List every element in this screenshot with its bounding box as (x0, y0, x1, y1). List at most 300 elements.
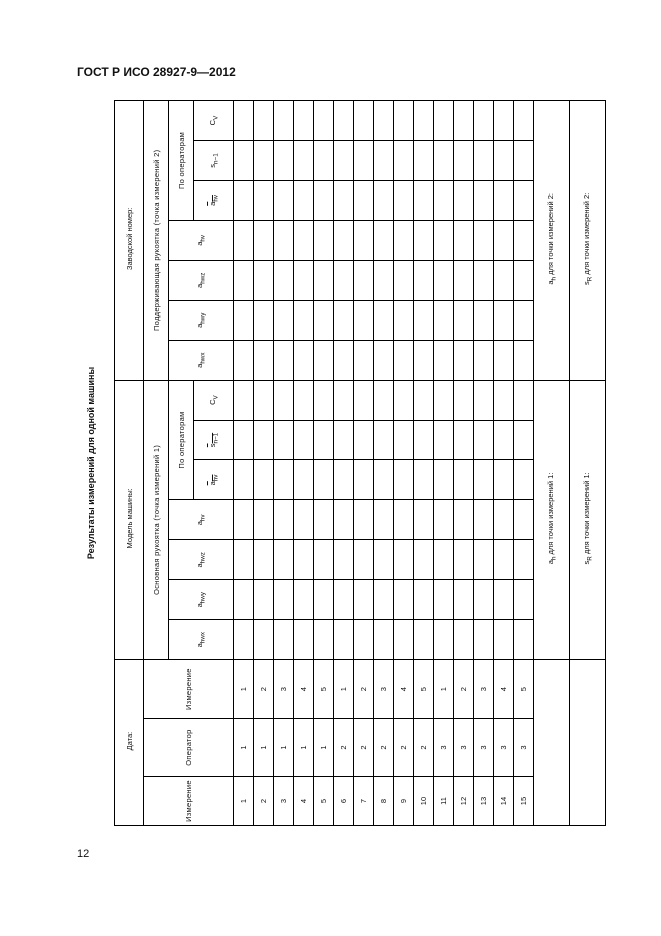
row-operator: 3 (514, 719, 534, 777)
value-cell (254, 300, 274, 340)
row-measurement-number: 5 (314, 660, 334, 719)
value-cell (374, 380, 394, 420)
value-cell (274, 580, 294, 620)
value-cell (274, 141, 294, 181)
table-title: Результаты измерений для одной машины (86, 366, 96, 560)
value-cell (374, 220, 394, 260)
value-cell (314, 180, 334, 220)
value-cell (354, 580, 374, 620)
row-operator: 1 (234, 719, 254, 777)
row-operator: 3 (454, 719, 474, 777)
value-cell (234, 580, 254, 620)
row-measurement-number: 1 (234, 660, 254, 719)
p2-ahv-op: $a_{hv}$ (194, 180, 234, 220)
value-cell (354, 500, 374, 540)
value-cell (294, 340, 314, 380)
value-cell (434, 620, 454, 660)
value-cell (354, 220, 374, 260)
value-cell (294, 141, 314, 181)
value-cell (314, 580, 334, 620)
table-row (454, 101, 474, 826)
row-measurement-number: 3 (274, 660, 294, 719)
value-cell (374, 101, 394, 141)
value-cell (434, 420, 454, 460)
value-cell (254, 180, 274, 220)
row-measurement-number: 4 (294, 660, 314, 719)
table-row (474, 101, 494, 826)
value-cell (354, 340, 374, 380)
value-cell (474, 580, 494, 620)
value-cell (514, 500, 534, 540)
value-cell (334, 500, 354, 540)
value-cell (274, 500, 294, 540)
measurement-table (114, 100, 606, 826)
value-cell (454, 420, 474, 460)
value-cell (514, 141, 534, 181)
p2-awx: $a_{hwx}$ (169, 340, 234, 380)
value-cell (434, 300, 454, 340)
value-cell (234, 420, 254, 460)
p1-awz: $a_{hwz}$ (169, 540, 234, 580)
row-measurement: 4 (294, 777, 314, 826)
value-cell (454, 340, 474, 380)
value-cell (254, 340, 274, 380)
value-cell (414, 101, 434, 141)
value-cell (374, 460, 394, 500)
ah-point1: $a_h$ для точки измерений 1: (534, 380, 570, 660)
p1-by-operators: По операторам (169, 380, 194, 500)
value-cell (394, 580, 414, 620)
value-cell (374, 540, 394, 580)
value-cell (334, 300, 354, 340)
value-cell (314, 260, 334, 300)
value-cell (274, 380, 294, 420)
value-cell (274, 101, 294, 141)
value-cell (254, 580, 274, 620)
col-operator: Оператор (144, 719, 234, 777)
value-cell (234, 540, 254, 580)
table-row (494, 101, 514, 826)
value-cell (494, 580, 514, 620)
value-cell (514, 340, 534, 380)
row-measurement-number: 5 (514, 660, 534, 719)
row-measurement: 2 (254, 777, 274, 826)
value-cell (494, 340, 514, 380)
value-cell (474, 300, 494, 340)
value-cell (314, 540, 334, 580)
value-cell (454, 101, 474, 141)
value-cell (334, 540, 354, 580)
value-cell (294, 460, 314, 500)
footer-blank (534, 660, 570, 826)
value-cell (434, 500, 454, 540)
value-cell (274, 420, 294, 460)
value-cell (454, 180, 474, 220)
value-cell (254, 460, 274, 500)
value-cell (274, 180, 294, 220)
value-cell (314, 460, 334, 500)
value-cell (514, 620, 534, 660)
value-cell (334, 420, 354, 460)
rotated-form (85, 100, 594, 826)
value-cell (374, 500, 394, 540)
value-cell (474, 260, 494, 300)
value-cell (494, 500, 514, 540)
table-row (294, 101, 314, 826)
value-cell (414, 141, 434, 181)
p1-s: $s_{n-1}$ (194, 420, 234, 460)
row-measurement-number: 4 (494, 660, 514, 719)
value-cell (294, 220, 314, 260)
p1-cv: $C_V$ (194, 380, 234, 420)
row-measurement: 5 (314, 777, 334, 826)
value-cell (434, 260, 454, 300)
value-cell (294, 420, 314, 460)
value-cell (354, 260, 374, 300)
table-row (334, 101, 354, 826)
value-cell (314, 380, 334, 420)
col-measurement-number: Измерение (144, 660, 234, 719)
value-cell (394, 500, 414, 540)
value-cell (314, 101, 334, 141)
value-cell (394, 141, 414, 181)
row-measurement: 14 (494, 777, 514, 826)
value-cell (294, 300, 314, 340)
value-cell (474, 380, 494, 420)
value-cell (474, 420, 494, 460)
value-cell (494, 101, 514, 141)
serial-label: Заводской номер: (115, 101, 144, 381)
value-cell (374, 141, 394, 181)
sr-point1: $s_R$ для точки измерений 1: (570, 380, 606, 660)
value-cell (414, 220, 434, 260)
row-measurement-number: 1 (434, 660, 454, 719)
value-cell (394, 101, 414, 141)
row-operator: 2 (394, 719, 414, 777)
value-cell (234, 180, 254, 220)
value-cell (474, 460, 494, 500)
value-cell (494, 380, 514, 420)
value-cell (474, 220, 494, 260)
value-cell (334, 460, 354, 500)
value-cell (414, 300, 434, 340)
value-cell (434, 141, 454, 181)
row-measurement: 12 (454, 777, 474, 826)
p1-awy: $a_{hwy}$ (169, 580, 234, 620)
value-cell (414, 420, 434, 460)
row-operator: 2 (414, 719, 434, 777)
value-cell (334, 220, 354, 260)
value-cell (334, 101, 354, 141)
value-cell (414, 180, 434, 220)
ah-point2: $a_h$ для точки измерений 2: (534, 101, 570, 381)
value-cell (454, 141, 474, 181)
value-cell (374, 180, 394, 220)
value-cell (294, 380, 314, 420)
value-cell (354, 460, 374, 500)
value-cell (374, 580, 394, 620)
p2-by-operators: По операторам (169, 101, 194, 221)
p1-awx: $a_{hwx}$ (169, 620, 234, 660)
value-cell (294, 580, 314, 620)
value-cell (354, 620, 374, 660)
value-cell (474, 141, 494, 181)
row-operator: 1 (254, 719, 274, 777)
value-cell (394, 380, 414, 420)
row-measurement: 11 (434, 777, 454, 826)
value-cell (454, 300, 474, 340)
row-measurement: 6 (334, 777, 354, 826)
row-measurement: 15 (514, 777, 534, 826)
value-cell (394, 340, 414, 380)
value-cell (314, 300, 334, 340)
value-cell (234, 380, 254, 420)
table-row (374, 101, 394, 826)
table-row (274, 101, 294, 826)
value-cell (514, 180, 534, 220)
row-measurement: 7 (354, 777, 374, 826)
value-cell (314, 340, 334, 380)
table-row (314, 101, 334, 826)
value-cell (394, 620, 414, 660)
value-cell (454, 260, 474, 300)
table-row (234, 101, 254, 826)
value-cell (514, 300, 534, 340)
value-cell (514, 460, 534, 500)
value-cell (274, 220, 294, 260)
col-measurement: Измерение (144, 777, 234, 826)
row-operator: 2 (334, 719, 354, 777)
value-cell (454, 380, 474, 420)
value-cell (354, 420, 374, 460)
value-cell (494, 141, 514, 181)
value-cell (434, 460, 454, 500)
row-measurement-number: 5 (414, 660, 434, 719)
row-measurement-number: 2 (354, 660, 374, 719)
value-cell (374, 260, 394, 300)
value-cell (314, 620, 334, 660)
support-handle-header: Поддерживающая рукоятка (точка измерений 2) (144, 101, 169, 381)
value-cell (474, 500, 494, 540)
value-cell (334, 141, 354, 181)
sr-point2: $s_R$ для точки измерений 2: (570, 101, 606, 381)
value-cell (394, 220, 414, 260)
value-cell (334, 340, 354, 380)
p2-awz: $a_{hwz}$ (169, 260, 234, 300)
value-cell (234, 300, 254, 340)
value-cell (354, 180, 374, 220)
value-cell (394, 420, 414, 460)
value-cell (274, 460, 294, 500)
row-measurement-number: 4 (394, 660, 414, 719)
row-operator: 3 (474, 719, 494, 777)
value-cell (254, 101, 274, 141)
value-cell (254, 540, 274, 580)
value-cell (434, 101, 454, 141)
date-label: Дата: (115, 660, 144, 826)
value-cell (234, 220, 254, 260)
row-measurement: 3 (274, 777, 294, 826)
model-label: Модель машины: (115, 380, 144, 660)
value-cell (494, 300, 514, 340)
value-cell (394, 180, 414, 220)
table-row (414, 101, 434, 826)
value-cell (274, 260, 294, 300)
p1-ahv-op: $a_{hv}$ (194, 460, 234, 500)
value-cell (294, 260, 314, 300)
value-cell (254, 620, 274, 660)
value-cell (354, 540, 374, 580)
value-cell (414, 380, 434, 420)
value-cell (254, 420, 274, 460)
row-operator: 1 (274, 719, 294, 777)
value-cell (494, 180, 514, 220)
row-measurement: 1 (234, 777, 254, 826)
value-cell (394, 300, 414, 340)
p2-cv: $C_V$ (194, 101, 234, 141)
value-cell (234, 460, 254, 500)
value-cell (434, 340, 454, 380)
value-cell (514, 220, 534, 260)
value-cell (314, 220, 334, 260)
value-cell (434, 220, 454, 260)
value-cell (274, 300, 294, 340)
value-cell (374, 300, 394, 340)
value-cell (234, 101, 254, 141)
value-cell (314, 141, 334, 181)
value-cell (374, 620, 394, 660)
value-cell (494, 220, 514, 260)
value-cell (454, 500, 474, 540)
row-operator: 3 (494, 719, 514, 777)
value-cell (434, 380, 454, 420)
value-cell (254, 141, 274, 181)
value-cell (494, 420, 514, 460)
p2-ahv: $a_{hv}$ (169, 220, 234, 260)
table-row (354, 101, 374, 826)
value-cell (414, 500, 434, 540)
value-cell (334, 620, 354, 660)
value-cell (354, 380, 374, 420)
value-cell (234, 340, 254, 380)
page-number: 12 (77, 848, 90, 860)
value-cell (354, 141, 374, 181)
value-cell (374, 420, 394, 460)
value-cell (234, 260, 254, 300)
value-cell (434, 180, 454, 220)
value-cell (494, 260, 514, 300)
row-operator: 2 (354, 719, 374, 777)
value-cell (294, 180, 314, 220)
value-cell (354, 101, 374, 141)
value-cell (294, 101, 314, 141)
value-cell (454, 620, 474, 660)
value-cell (514, 420, 534, 460)
row-measurement: 8 (374, 777, 394, 826)
value-cell (454, 460, 474, 500)
value-cell (494, 620, 514, 660)
value-cell (334, 180, 354, 220)
row-measurement-number: 2 (254, 660, 274, 719)
table-row (254, 101, 274, 826)
value-cell (474, 180, 494, 220)
value-cell (394, 540, 414, 580)
value-cell (514, 540, 534, 580)
row-operator: 1 (294, 719, 314, 777)
value-cell (294, 500, 314, 540)
value-cell (254, 500, 274, 540)
value-cell (294, 540, 314, 580)
value-cell (514, 580, 534, 620)
table-row (434, 101, 454, 826)
value-cell (314, 500, 334, 540)
value-cell (414, 340, 434, 380)
value-cell (274, 620, 294, 660)
main-handle-header: Основная рукоятка (точка измерений 1) (144, 380, 169, 660)
value-cell (274, 340, 294, 380)
value-cell (234, 141, 254, 181)
row-operator: 1 (314, 719, 334, 777)
row-measurement: 10 (414, 777, 434, 826)
table-row (394, 101, 414, 826)
value-cell (254, 220, 274, 260)
value-cell (474, 340, 494, 380)
value-cell (414, 460, 434, 500)
value-cell (454, 220, 474, 260)
value-cell (394, 260, 414, 300)
value-cell (514, 101, 534, 141)
p1-ahv: $a_{hv}$ (169, 500, 234, 540)
row-measurement-number: 1 (334, 660, 354, 719)
value-cell (234, 500, 254, 540)
row-measurement: 9 (394, 777, 414, 826)
value-cell (494, 540, 514, 580)
value-cell (254, 380, 274, 420)
value-cell (314, 420, 334, 460)
value-cell (434, 540, 454, 580)
value-cell (474, 101, 494, 141)
value-cell (474, 620, 494, 660)
value-cell (354, 300, 374, 340)
value-cell (454, 540, 474, 580)
value-cell (334, 580, 354, 620)
document-header: ГОСТ Р ИСО 28927-9—2012 (77, 65, 236, 79)
row-measurement-number: 3 (374, 660, 394, 719)
value-cell (394, 460, 414, 500)
value-cell (254, 260, 274, 300)
value-cell (514, 380, 534, 420)
value-cell (414, 540, 434, 580)
row-measurement: 13 (474, 777, 494, 826)
value-cell (334, 380, 354, 420)
value-cell (274, 540, 294, 580)
table-row (514, 101, 534, 826)
value-cell (494, 460, 514, 500)
value-cell (434, 580, 454, 620)
value-cell (294, 620, 314, 660)
value-cell (414, 260, 434, 300)
footer-blank (570, 660, 606, 826)
value-cell (454, 580, 474, 620)
row-operator: 2 (374, 719, 394, 777)
value-cell (414, 620, 434, 660)
value-cell (474, 540, 494, 580)
value-cell (514, 260, 534, 300)
row-measurement-number: 2 (454, 660, 474, 719)
value-cell (334, 260, 354, 300)
row-measurement-number: 3 (474, 660, 494, 719)
value-cell (374, 340, 394, 380)
